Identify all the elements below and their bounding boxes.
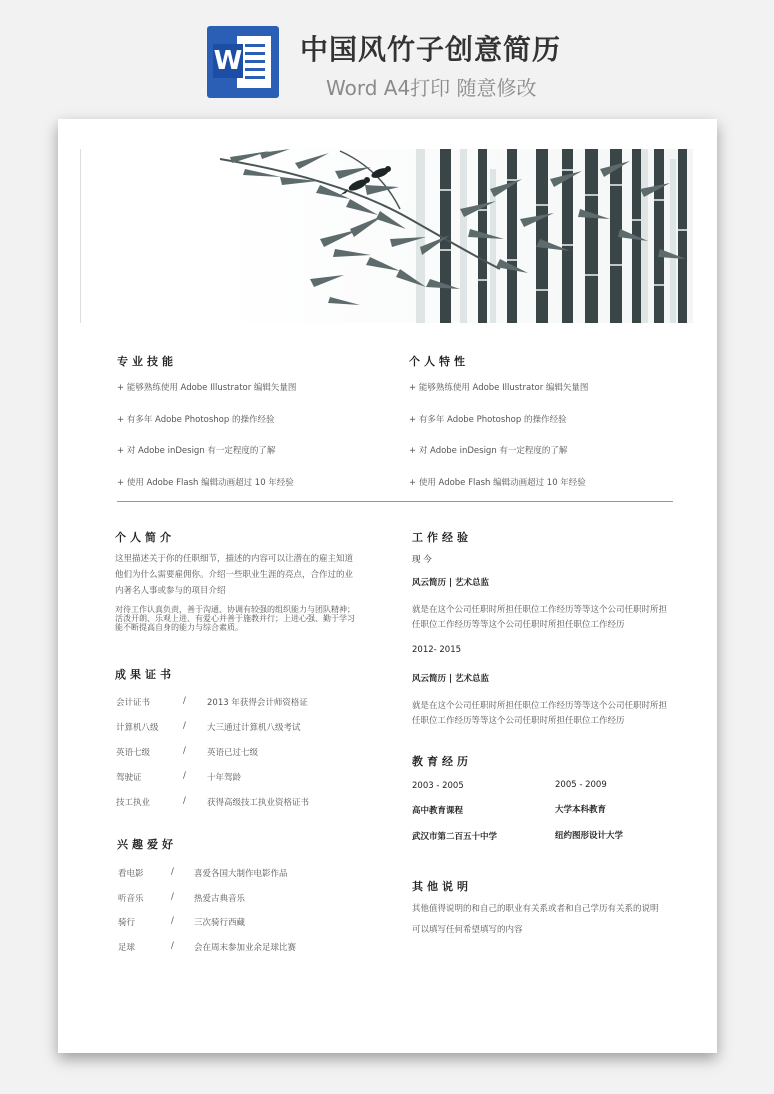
cert-desc: 十年驾龄 [207,773,242,783]
cert-name: 会计证书 [116,698,151,708]
bamboo-banner [80,149,693,323]
education-heading: 教育经历 [412,755,472,768]
resume-page [58,119,717,1053]
job-company: 风云简历 | 艺术总监 [412,674,490,684]
certs-heading: 成果证书 [115,668,175,681]
cert-name: 计算机八级 [116,723,159,733]
cert-separator: / [183,696,186,706]
other-heading: 其他说明 [412,880,472,893]
work-heading: 工作经验 [412,531,472,544]
traits-item: + 能够熟练使用 Adobe Illustrator 编辑矢量图 [409,383,589,393]
traits-item: + 对 Adobe inDesign 有一定程度的了解 [409,446,568,456]
cert-separator: / [183,746,186,756]
cert-separator: / [183,771,186,781]
other-text: 其他值得说明的和自己的职业有关系或者和自己学历有关系的说明 [412,904,659,914]
page-header [0,0,774,110]
edu-school: 武汉市第二百五十中学 [412,832,498,842]
hobby-desc: 会在周末参加业余足球比赛 [194,943,297,953]
cert-desc: 大三通过计算机八级考试 [207,723,301,733]
cert-name: 技工执业 [116,798,151,808]
skills-heading: 专业技能 [117,355,177,368]
profile-paragraph: 对待工作认真负责，善于沟通、协调有较强的组织能力与团队精神；活泼开朗、乐观上进、有爱心并善于施教并行；上进心强、勤于学习能不断提高自身的能力与综合素质。 [115,605,355,632]
word-icon [207,26,279,98]
cert-desc: 2013 年获得会计师资格证 [207,698,308,708]
hobby-separator: / [171,867,174,877]
hobby-desc: 热爱古典音乐 [194,894,246,904]
skills-item: + 有多年 Adobe Photoshop 的操作经验 [117,415,275,425]
cert-name: 英语七级 [116,748,151,758]
hobby-separator: / [171,941,174,951]
cert-separator: / [183,796,186,806]
cert-separator: / [183,721,186,731]
job-description: 就是在这个公司任职时所担任职位工作经历等等这个公司任职时所担 [412,605,668,615]
job-company: 风云简历 | 艺术总监 [412,578,490,588]
edu-school: 纽约图形设计大学 [555,831,624,841]
other-text: 可以填写任何希望填写的内容 [412,925,523,935]
edu-period: 2003 - 2005 [412,781,464,791]
skills-item: + 使用 Adobe Flash 编辑动画超过 10 年经验 [117,478,294,488]
job-period: 现 今 [412,555,432,565]
job-description: 就是在这个公司任职时所担任职位工作经历等等这个公司任职时所担 [412,701,668,711]
cert-name: 驾驶证 [116,773,142,783]
page-subtitle: Word A4打印 随意修改 [326,76,537,100]
job-description: 任职位工作经历等等这个公司任职时所担任职位工作经历 [412,716,625,726]
skills-item: + 能够熟练使用 Adobe Illustrator 编辑矢量图 [117,383,297,393]
skills-item: + 对 Adobe inDesign 有一定程度的了解 [117,446,276,456]
job-description: 任职位工作经历等等这个公司任职时所担任职位工作经历 [412,620,625,630]
hobby-separator: / [171,892,174,902]
traits-heading: 个人特性 [409,355,469,368]
page-title: 中国风竹子创意简历 [300,33,562,66]
hobbies-heading: 兴趣爱好 [117,838,177,851]
traits-item: + 使用 Adobe Flash 编辑动画超过 10 年经验 [409,478,586,488]
cert-desc: 英语已过七级 [207,748,259,758]
edu-period: 2005 - 2009 [555,780,607,790]
profile-paragraph: 这里描述关于你的任职细节，描述的内容可以让潜在的雇主知道他们为什么需要雇佣你。介绍一些职业生涯的亮点，合作过的业内著名人事或参与的项目介绍 [115,554,354,596]
job-period: 2012- 2015 [412,645,462,655]
hobby-separator: / [171,916,174,926]
profile-heading: 个人简介 [115,531,175,544]
section-divider [117,501,673,502]
cert-desc: 获得高级技工执业资格证书 [207,798,310,808]
bamboo-illustration [80,149,693,323]
hobby-name: 看电影 [118,869,144,879]
hobby-name: 骑行 [118,918,136,928]
word-letter: W [213,46,243,76]
edu-course: 高中教育课程 [412,806,464,816]
traits-item: + 有多年 Adobe Photoshop 的操作经验 [409,415,567,425]
hobby-desc: 喜爱各国大制作电影作品 [194,869,288,879]
hobby-desc: 三次骑行西藏 [194,918,246,928]
hobby-name: 听音乐 [118,894,144,904]
hobby-name: 足球 [118,943,136,953]
edu-course: 大学本科教育 [555,805,607,815]
